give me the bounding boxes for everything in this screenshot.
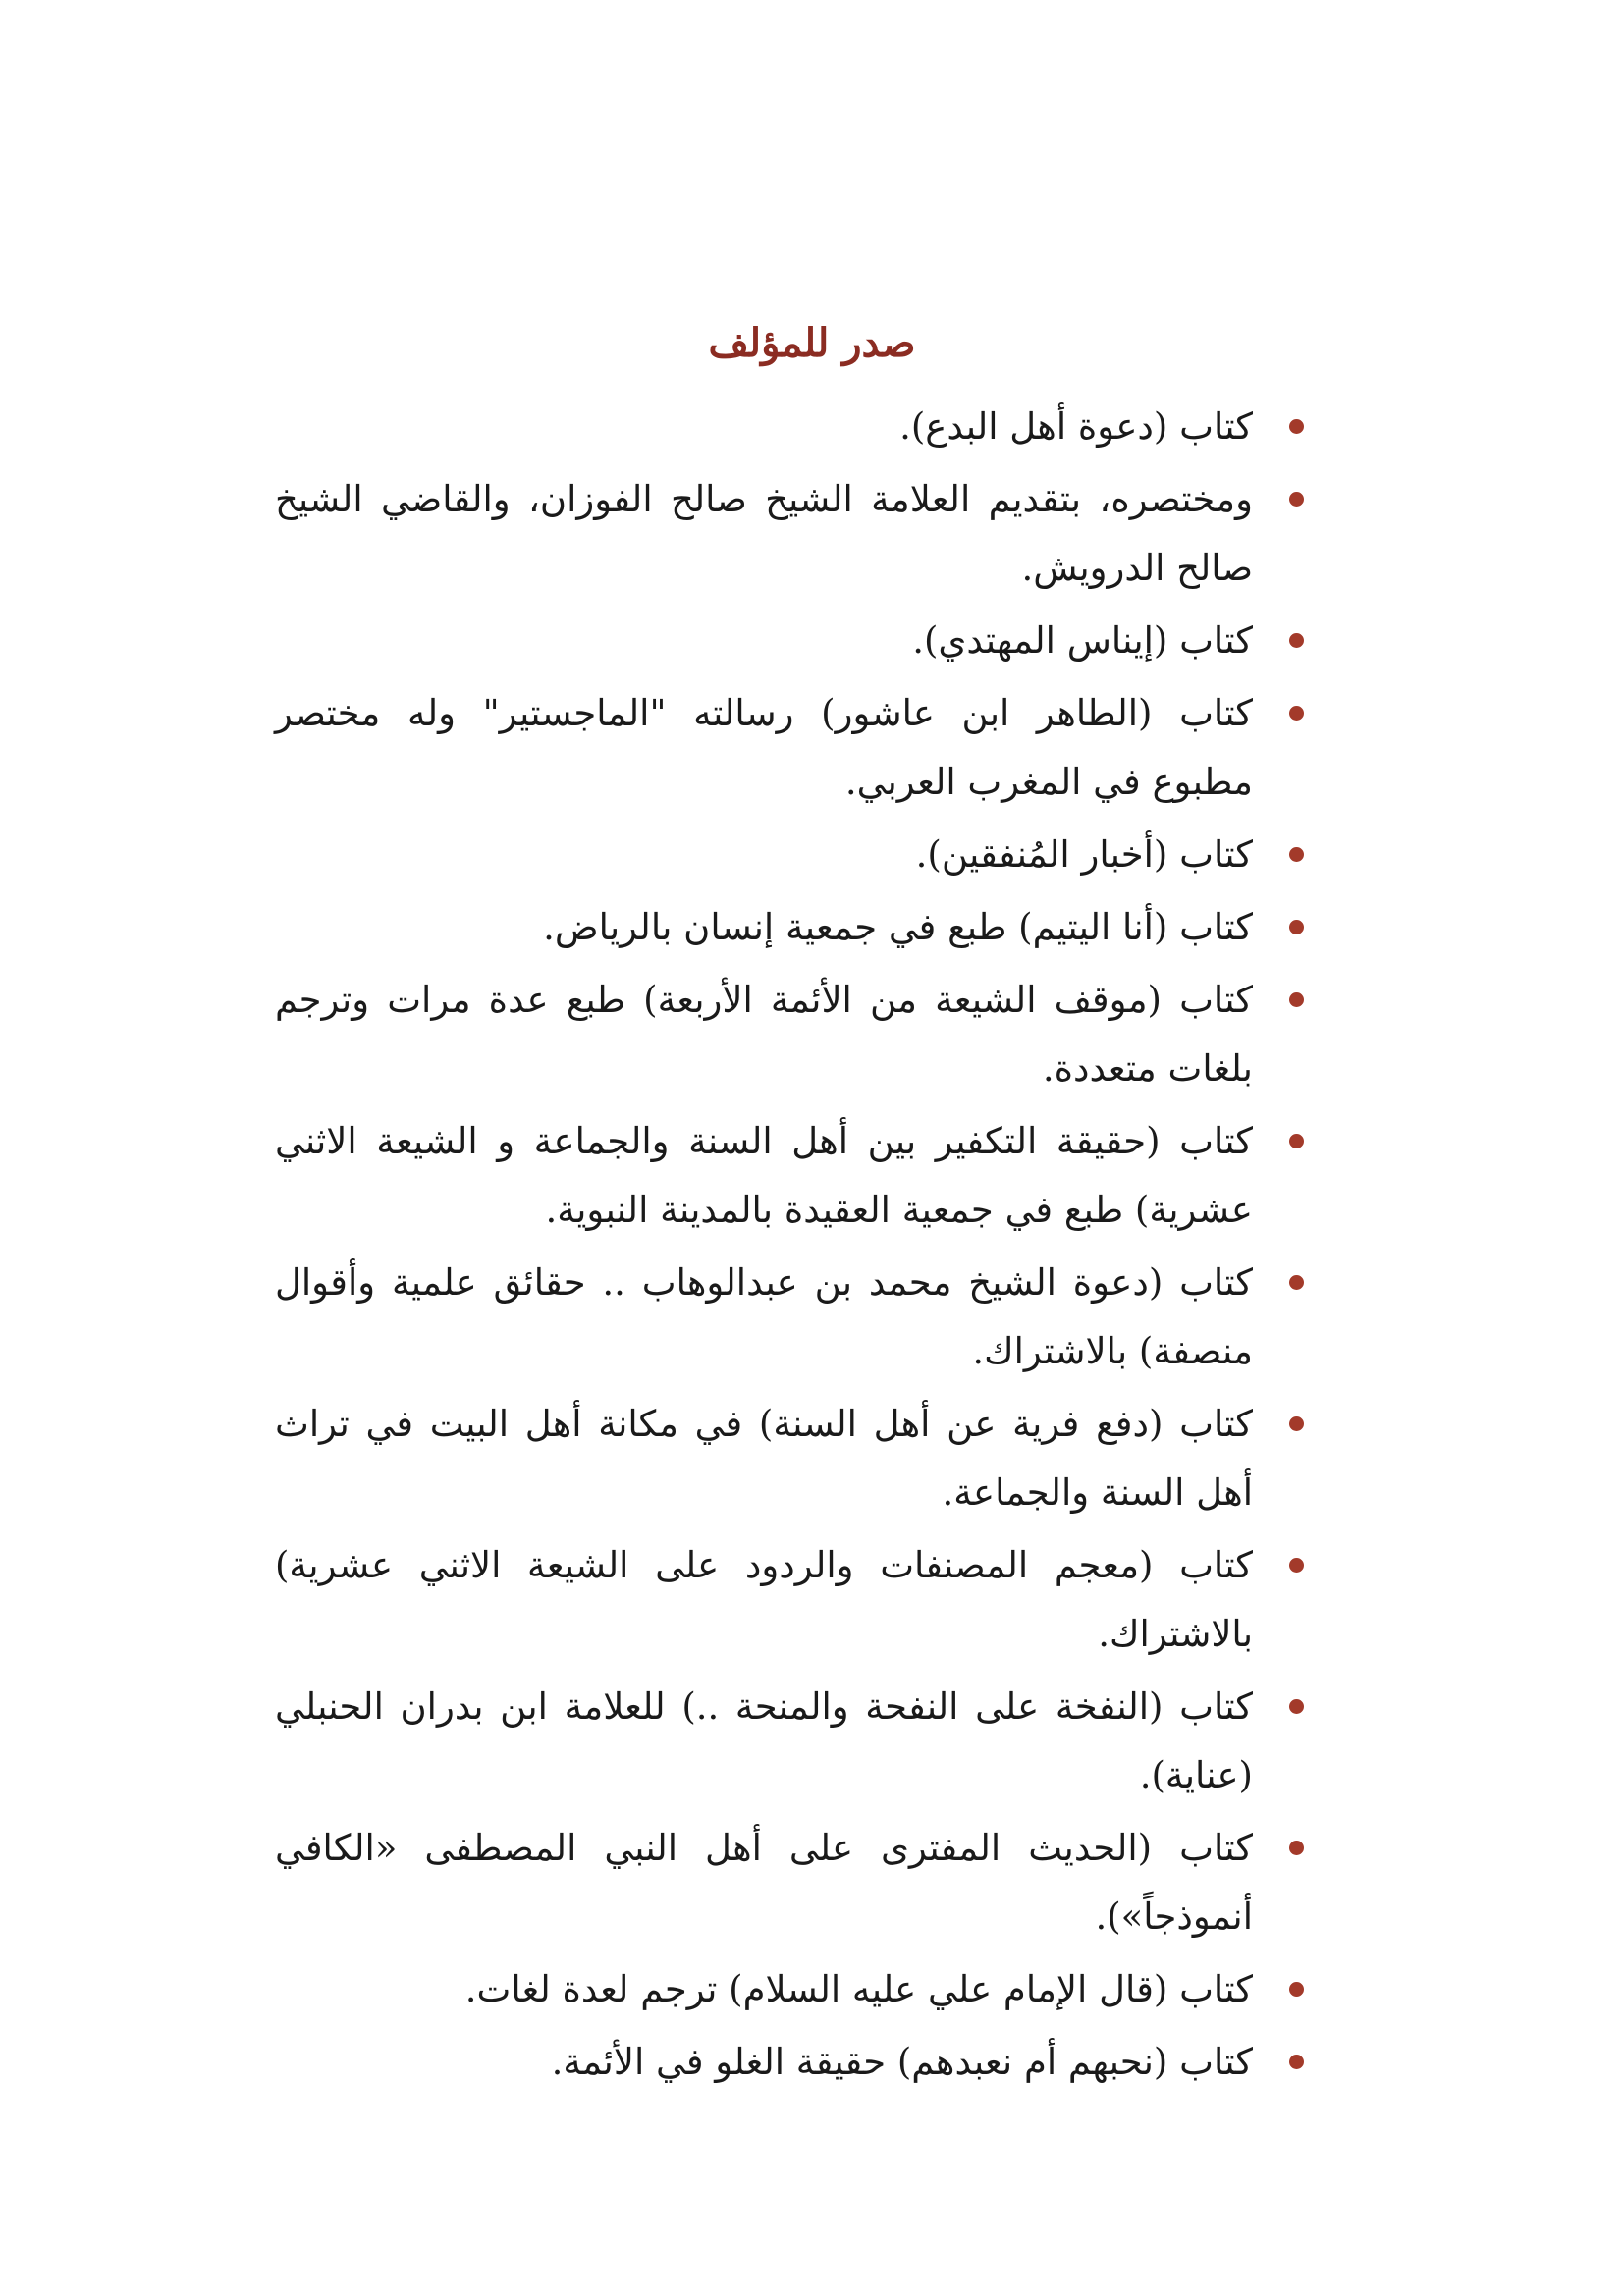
bullet-icon bbox=[1289, 1134, 1304, 1148]
bullet-icon bbox=[1289, 2055, 1304, 2069]
list-item bbox=[275, 465, 1312, 603]
list-item bbox=[275, 607, 1312, 675]
list-item bbox=[275, 393, 1312, 461]
list-item-text: كتاب (إيناس المهتدي). bbox=[912, 619, 1253, 662]
list-item bbox=[275, 1531, 1312, 1669]
list-item bbox=[275, 2028, 1312, 2097]
page-title: صدر للمؤلف bbox=[708, 320, 916, 366]
bullet-icon bbox=[1289, 706, 1304, 721]
bullet-icon bbox=[1289, 1558, 1304, 1573]
bullet-icon bbox=[1289, 920, 1304, 934]
bullet-icon bbox=[1289, 419, 1304, 434]
list-item-text: كتاب (نحبهم أم نعبدهم) حقيقة الغلو في الأئمة. bbox=[551, 2041, 1253, 2083]
bullet-icon bbox=[1289, 847, 1304, 862]
list-item-text: كتاب (الطاهر ابن عاشور) رسالته "الماجستير" وله مختصر مطبوع في المغرب العربي. bbox=[275, 692, 1253, 803]
bullet-icon bbox=[1289, 492, 1304, 507]
list-item-text: كتاب (حقيقة التكفير بين أهل السنة والجماعة و الشيعة الاثني عشرية) طبع في جمعية العقيدة بالمدينة النبوية. bbox=[275, 1120, 1253, 1231]
list-item-text: كتاب (دفع فرية عن أهل السنة) في مكانة أهل البيت في تراث أهل السنة والجماعة. bbox=[275, 1403, 1253, 1514]
bullet-icon bbox=[1289, 1699, 1304, 1714]
list-item bbox=[275, 1673, 1312, 1810]
list-item bbox=[275, 821, 1312, 889]
list-item-text: كتاب (النفخة على النفحة والمنحة ..) للعلامة ابن بدران الحنبلي (عناية). bbox=[275, 1685, 1253, 1796]
list-item-text: كتاب (أنا اليتيم) طبع في جمعية إنسان بالرياض. bbox=[543, 906, 1253, 948]
list-item-text: كتاب (قال الإمام علي عليه السلام) ترجم لعدة لغات. bbox=[464, 1968, 1253, 2010]
list-item bbox=[275, 893, 1312, 962]
list-item bbox=[275, 966, 1312, 1103]
book-list bbox=[275, 393, 1312, 2101]
list-item-text: كتاب (دعوة الشيخ محمد بن عبدالوهاب .. حقائق علمية وأقوال منصفة) بالاشتراك. bbox=[275, 1261, 1253, 1372]
list-item-text: كتاب (أخبار المُنفقين). bbox=[915, 833, 1253, 876]
list-item bbox=[275, 1107, 1312, 1245]
list-item-text: كتاب (موقف الشيعة من الأئمة الأربعة) طبع عدة مرات وترجم بلغات متعددة. bbox=[275, 979, 1253, 1090]
list-item bbox=[275, 1249, 1312, 1386]
bullet-icon bbox=[1289, 1982, 1304, 1997]
bullet-icon bbox=[1289, 633, 1304, 648]
list-item-text: كتاب (الحديث المفترى على أهل النبي المصطفى «الكافي أنموذجاً»). bbox=[275, 1827, 1253, 1938]
list-item bbox=[275, 1955, 1312, 2024]
list-item-text: كتاب (دعوة أهل البدع). bbox=[899, 405, 1253, 448]
list-item bbox=[275, 1390, 1312, 1527]
bullet-icon bbox=[1289, 992, 1304, 1007]
list-item bbox=[275, 1814, 1312, 1951]
list-item-text: ومختصره، بتقديم العلامة الشيخ صالح الفوزان، والقاضي الشيخ صالح الدرويش. bbox=[275, 478, 1253, 589]
bullet-icon bbox=[1289, 1841, 1304, 1855]
list-item-text: كتاب (معجم المصنفات والردود على الشيعة الاثني عشرية) بالاشتراك. bbox=[275, 1544, 1253, 1655]
list-item bbox=[275, 679, 1312, 817]
bullet-icon bbox=[1289, 1416, 1304, 1431]
bullet-icon bbox=[1289, 1275, 1304, 1290]
